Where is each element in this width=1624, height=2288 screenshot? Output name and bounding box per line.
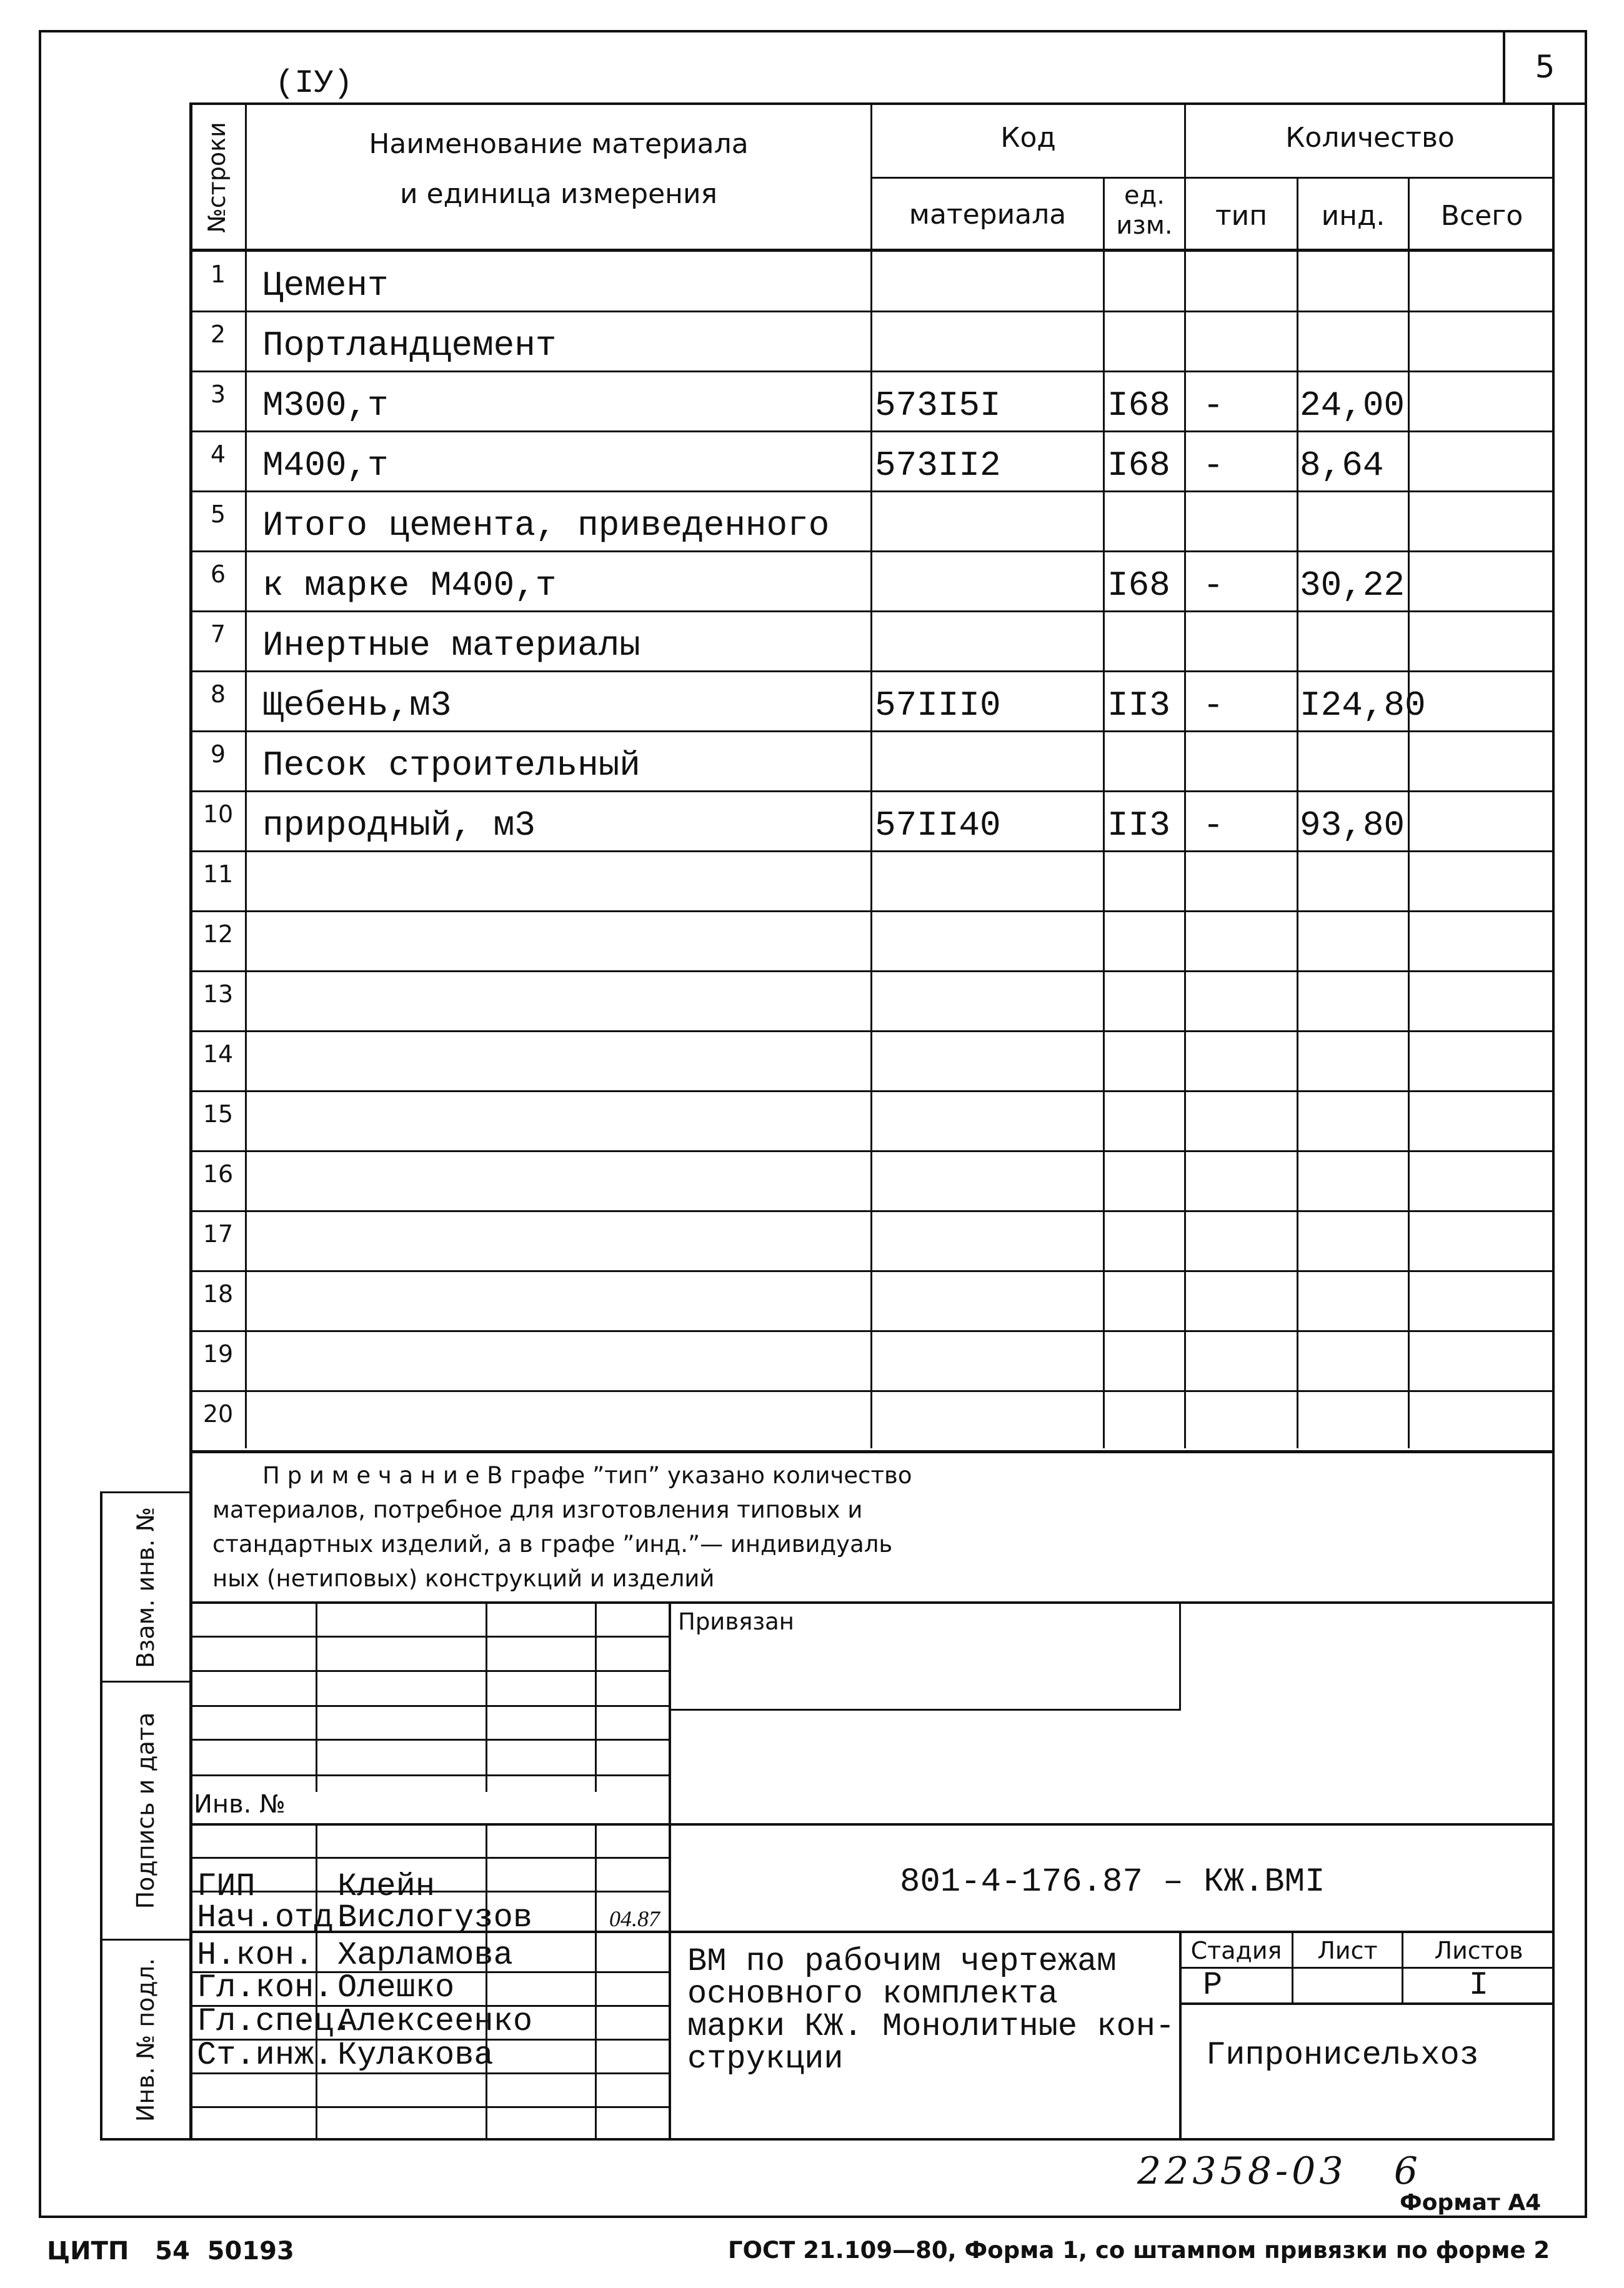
row-number: 5 bbox=[210, 500, 226, 528]
note-line1: П р и м е ч а н и е В графе ”тип” указано количество bbox=[262, 1462, 912, 1489]
row-name: М400,т bbox=[262, 445, 389, 485]
header-material: материала bbox=[909, 199, 1067, 231]
section-mark: (IУ) bbox=[275, 65, 353, 102]
signer-name: Вислогузов bbox=[337, 1899, 533, 1936]
sheets-label: Листов bbox=[1434, 1937, 1523, 1964]
signer-name: Харламова bbox=[337, 1937, 513, 1974]
stage-label: Стадия bbox=[1190, 1937, 1282, 1964]
format-label: Формат А4 bbox=[1400, 2190, 1542, 2216]
signer-role: ГИП bbox=[197, 1868, 256, 1905]
signer-role: Нач.отд. bbox=[197, 1899, 353, 1936]
header-unit-line1: ед. bbox=[1124, 181, 1165, 210]
row-unit: II3 bbox=[1107, 805, 1170, 845]
row-name: природный, м3 bbox=[262, 805, 536, 845]
row-type: - bbox=[1203, 445, 1224, 485]
title-line1: ВМ по рабочим чертежам bbox=[687, 1943, 1117, 1980]
row-type: - bbox=[1203, 385, 1224, 425]
row-number: 18 bbox=[202, 1280, 234, 1308]
signer-name: Олешко bbox=[337, 1969, 455, 2006]
signer-role: Гл.спец. bbox=[197, 2003, 353, 2040]
row-name: к марке М400,т bbox=[262, 565, 557, 605]
row-number: 3 bbox=[210, 381, 226, 408]
footer-gost: ГОСТ 21.109—80, Форма 1, со штампом привязки по форме 2 bbox=[728, 2237, 1550, 2264]
row-number: 12 bbox=[202, 920, 234, 948]
header-total: Всего bbox=[1440, 200, 1523, 232]
row-ind: 8,64 bbox=[1300, 445, 1384, 485]
row-number: 11 bbox=[202, 860, 234, 888]
row-number: 7 bbox=[210, 620, 226, 648]
row-number: 15 bbox=[202, 1100, 234, 1128]
privyazan-label: Привязан bbox=[678, 1608, 794, 1635]
signer-role: Ст.инж. bbox=[197, 2037, 334, 2074]
header-ind: инд. bbox=[1321, 200, 1385, 232]
signer-role: Гл.кон. bbox=[197, 1969, 334, 2006]
row-type: - bbox=[1203, 685, 1224, 725]
row-name: Песок строительный bbox=[262, 745, 640, 785]
row-code: 57II40 bbox=[875, 805, 1001, 845]
header-quantity: Количество bbox=[1285, 122, 1455, 154]
signer-role: Н.кон. bbox=[197, 1937, 314, 1974]
row-number: 14 bbox=[202, 1040, 234, 1068]
row-code: 573I5I bbox=[875, 385, 1001, 425]
row-number: 6 bbox=[210, 560, 226, 588]
row-name: Инертные материалы bbox=[262, 625, 640, 665]
row-number: 19 bbox=[202, 1340, 234, 1368]
side-label-podpis: Подпись и дата bbox=[132, 1712, 159, 1909]
row-number: 2 bbox=[210, 321, 226, 348]
title-line4: струкции bbox=[687, 2041, 844, 2077]
row-type: - bbox=[1203, 565, 1224, 605]
row-code: 573II2 bbox=[875, 445, 1001, 485]
header-code: Код bbox=[1000, 122, 1056, 154]
note-line4: ных (нетиповых) конструкций и изделий bbox=[212, 1565, 715, 1592]
row-name: Цемент bbox=[262, 266, 389, 306]
row-name: М300,т bbox=[262, 385, 389, 425]
header-type: тип bbox=[1215, 200, 1267, 232]
side-label-vzam: Взам. инв. № bbox=[132, 1507, 159, 1669]
row-ind: 24,00 bbox=[1300, 385, 1405, 425]
row-number: 8 bbox=[210, 680, 226, 708]
stage-value: Р bbox=[1203, 1967, 1223, 2004]
header-unit-line2: изм. bbox=[1116, 211, 1173, 240]
document-code: 801-4-176.87 – КЖ.ВМI bbox=[900, 1863, 1325, 1901]
note-line2: материалов, потребное для изготовления типовых и bbox=[212, 1496, 863, 1523]
page-number: 5 bbox=[1535, 49, 1555, 85]
row-number: 1 bbox=[210, 261, 226, 288]
note-line3: стандартных изделий, а в графе ”инд.”— индивидуаль bbox=[212, 1531, 893, 1558]
signer-date: 04.87 bbox=[609, 1906, 660, 1931]
row-number: 13 bbox=[202, 980, 234, 1008]
row-name: Итого цемента, приведенного bbox=[262, 505, 830, 545]
signer-name: Алексеенко bbox=[337, 2003, 533, 2040]
inv-no-label: Инв. № bbox=[194, 1790, 286, 1819]
row-number: 4 bbox=[210, 440, 226, 468]
signer-name: Клейн bbox=[337, 1868, 436, 1905]
row-number: 17 bbox=[202, 1220, 234, 1248]
organization: Гипронисельхоз bbox=[1206, 2037, 1479, 2074]
row-type: - bbox=[1203, 805, 1224, 845]
title-line3: марки КЖ. Монолитные кон- bbox=[687, 2008, 1175, 2045]
row-code: 57III0 bbox=[875, 685, 1001, 725]
archive-number: 22358-03 6 bbox=[1137, 2149, 1422, 2193]
row-name: Портландцемент bbox=[262, 326, 557, 366]
header-name-line1: Наименование материала bbox=[369, 128, 749, 160]
title-line2: основного комплекта bbox=[687, 1976, 1058, 2012]
header-name-line2: и единица измерения bbox=[399, 178, 718, 210]
row-ind: 30,22 bbox=[1300, 565, 1405, 605]
row-ind: I24,80 bbox=[1300, 685, 1426, 725]
row-unit: I68 bbox=[1107, 565, 1170, 605]
row-unit: I68 bbox=[1107, 385, 1170, 425]
row-unit: I68 bbox=[1107, 445, 1170, 485]
footer-left: ЦИТП 54 50193 bbox=[47, 2237, 294, 2266]
row-name: Щебень,м3 bbox=[262, 685, 452, 725]
signer-name: Кулакова bbox=[337, 2037, 494, 2074]
row-number: 20 bbox=[202, 1400, 234, 1428]
row-number: 16 bbox=[202, 1160, 234, 1188]
row-unit: II3 bbox=[1107, 685, 1170, 725]
row-ind: 93,80 bbox=[1300, 805, 1405, 845]
row-number: 9 bbox=[210, 740, 226, 768]
row-number: 10 bbox=[202, 800, 234, 828]
sheets-value: I bbox=[1468, 1967, 1489, 2004]
side-label-inv-podl: Инв. № подл. bbox=[132, 1957, 159, 2122]
header-row-number: №строки bbox=[203, 122, 231, 233]
sheet-label: Лист bbox=[1317, 1937, 1378, 1964]
